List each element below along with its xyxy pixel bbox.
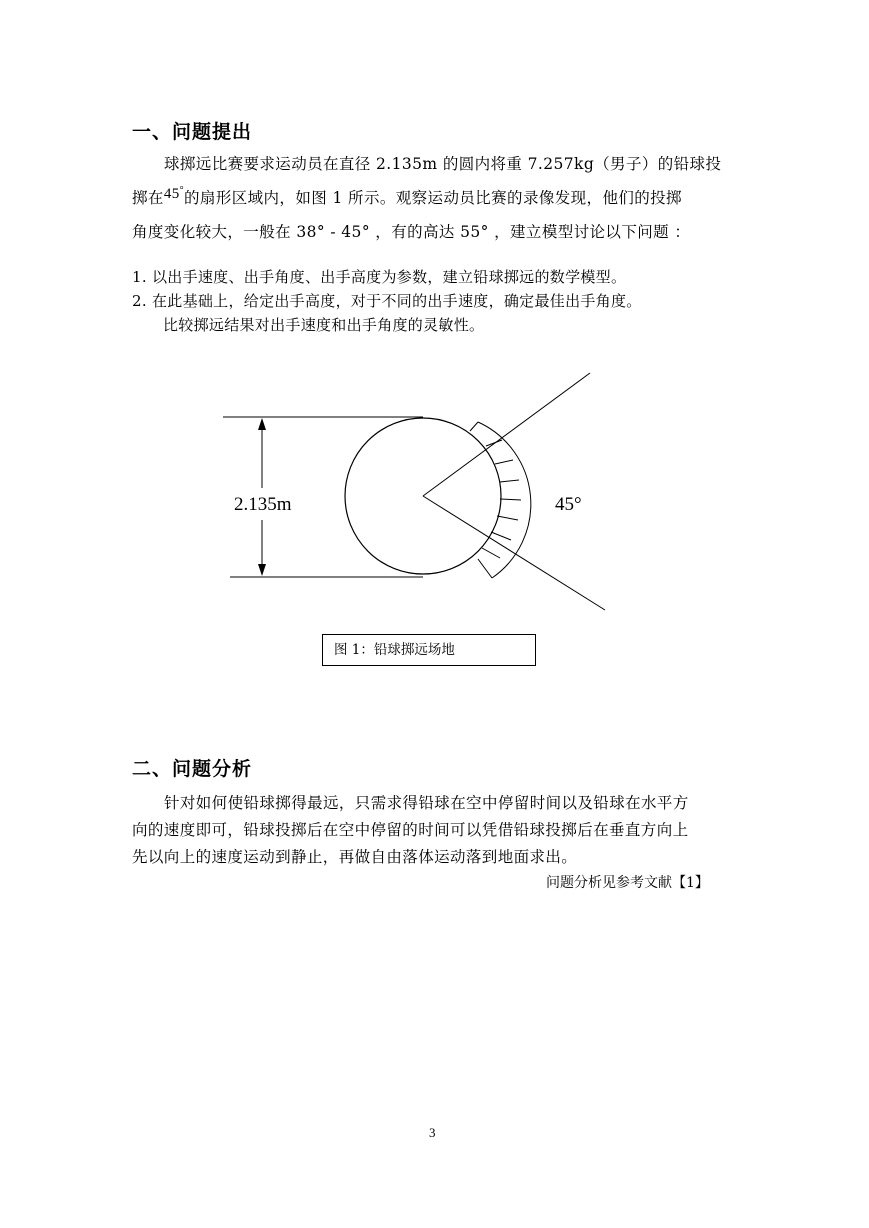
tick — [500, 499, 521, 500]
arrowhead-down — [258, 564, 266, 576]
tick — [470, 422, 478, 431]
stop-board-arc — [478, 422, 531, 578]
figure-caption: 图 1：铅球掷远场地 — [322, 634, 536, 666]
tick — [482, 548, 500, 558]
angle-label: 45° — [555, 494, 582, 515]
section2-line1: 针对如何使铅球掷得最远，只需求得铅球在空中停留时间以及铅球在水平方 — [164, 794, 689, 812]
page-number: 3 — [429, 1125, 436, 1140]
list-item-3: 比较掷远结果对出手速度和出手角度的灵敏性。 — [163, 316, 485, 334]
diameter-label: 2.135m — [234, 494, 292, 515]
list-item-2: 2. 在此基础上，给定出手高度，对于不同的出手速度，确定最佳出手角度。 — [132, 292, 642, 310]
section2-line3: 先以向上的速度运动到静止，再做自由落体运动落到地面求出。 — [132, 848, 578, 866]
tick — [497, 516, 518, 520]
tick — [495, 460, 513, 464]
section1-paragraph-line1: 球掷远比赛要求运动员在直径 2.135m 的圆内将重 7.257kg（男子）的铅球投 — [164, 155, 722, 173]
tick — [486, 440, 502, 446]
section1-heading: 一、问题提出 — [132, 121, 253, 143]
tick — [478, 559, 492, 578]
section2-heading: 二、问题分析 — [132, 758, 253, 780]
tick — [500, 480, 519, 482]
para-line2-before: 掷在 — [132, 189, 164, 207]
list-item-1: 1. 以出手速度、出手角度、出手高度为参数，建立铅球掷远的数学模型。 — [132, 268, 627, 286]
tick — [491, 532, 511, 540]
section2-line2: 向的速度即可，铅球投掷后在空中停留的时间可以凭借铅球投掷后在垂直方向上 — [132, 821, 689, 839]
reference-note: 问题分析见参考文献【1】 — [546, 875, 709, 891]
arrowhead-up — [258, 418, 266, 430]
para-line2-after: 的扇形区域内，如图 1 所示。观察运动员比赛的录像发现，他们的投掷 — [184, 189, 682, 207]
degree-sign: ° — [179, 185, 185, 196]
sector-line-upper — [423, 373, 590, 496]
angle-value: 45 — [163, 186, 180, 202]
section1-paragraph-line3: 角度变化较大，一般在 38° - 45° ，有的高达 55° ，建立模型讨论以下问题 ： — [132, 223, 691, 241]
